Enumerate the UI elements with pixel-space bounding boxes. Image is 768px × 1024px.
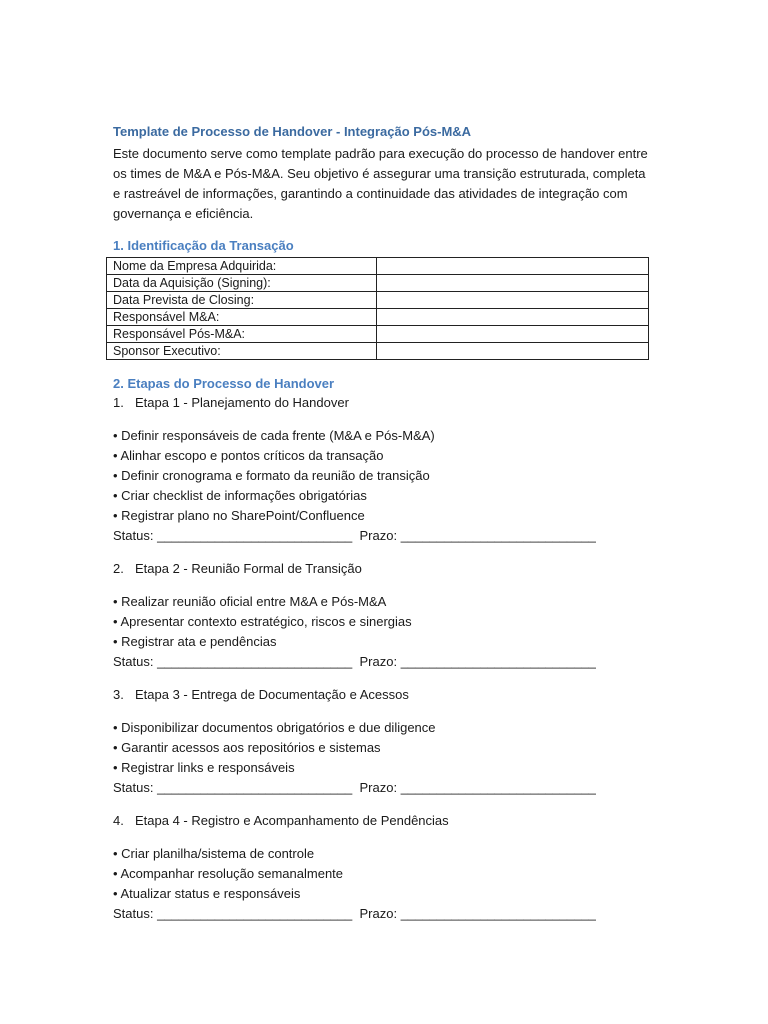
list-item: • Acompanhar resolução semanalmente bbox=[113, 866, 344, 881]
step-title-text: Etapa 1 - Planejamento do Handover bbox=[135, 395, 349, 410]
row-label: Responsável M&A: bbox=[107, 309, 377, 326]
list-item: • Registrar plano no SharePoint/Confluence bbox=[113, 508, 365, 523]
spacer bbox=[113, 672, 653, 685]
identification-table bbox=[106, 257, 649, 360]
step-number: 4. bbox=[113, 813, 124, 828]
status-deadline-line[interactable]: Status: ___________________________ Prazo: ___________________________ bbox=[113, 780, 596, 795]
spacer bbox=[113, 798, 653, 811]
list-item: • Registrar links e responsáveis bbox=[113, 760, 295, 775]
table-row bbox=[107, 326, 649, 343]
step-bullets bbox=[113, 426, 653, 526]
row-label: Nome da Empresa Adquirida: bbox=[107, 258, 377, 275]
step-bullets bbox=[113, 592, 653, 652]
list-item: • Definir cronograma e formato da reunião de transição bbox=[113, 468, 430, 483]
status-deadline-line[interactable]: Status: ___________________________ Prazo: ___________________________ bbox=[113, 654, 596, 669]
intro-paragraph: Este documento serve como template padrão para execução do processo de handover entre os times de M&A e Pós-M&A. Seu objetivo é assegurar uma transição estruturada, completa e rastreável de informações, garantindo a continuidade das atividades de integração com governança e eficiência. bbox=[113, 146, 648, 221]
step-number: 2. bbox=[113, 561, 124, 576]
step-bullets bbox=[113, 718, 653, 778]
row-label: Data da Aquisição (Signing): bbox=[107, 275, 377, 292]
step-title bbox=[113, 393, 653, 413]
list-item: • Garantir acessos aos repositórios e sistemas bbox=[113, 740, 381, 755]
document-title: Template de Processo de Handover - Integração Pós-M&A bbox=[113, 124, 472, 139]
document-body bbox=[113, 123, 653, 924]
step-number: 3. bbox=[113, 687, 124, 702]
step-bullets bbox=[113, 844, 653, 904]
step-title bbox=[113, 811, 653, 831]
step-title bbox=[113, 559, 653, 579]
table-row bbox=[107, 258, 649, 275]
table-row bbox=[107, 292, 649, 309]
step-number: 1. bbox=[113, 395, 124, 410]
row-value-cell[interactable] bbox=[377, 343, 649, 360]
step-3 bbox=[113, 685, 653, 798]
list-item: • Alinhar escopo e pontos críticos da transação bbox=[113, 448, 384, 463]
row-label: Data Prevista de Closing: bbox=[107, 292, 377, 309]
section-1-heading: 1. Identificação da Transação bbox=[113, 238, 294, 253]
row-value-cell[interactable] bbox=[377, 326, 649, 343]
table-row bbox=[107, 309, 649, 326]
section-2-heading: 2. Etapas do Processo de Handover bbox=[113, 376, 335, 391]
list-item: • Criar checklist de informações obrigatórias bbox=[113, 488, 367, 503]
status-deadline-line[interactable]: Status: ___________________________ Prazo: ___________________________ bbox=[113, 906, 596, 921]
step-title bbox=[113, 685, 653, 705]
spacer bbox=[113, 546, 653, 559]
row-value-cell[interactable] bbox=[377, 258, 649, 275]
step-4 bbox=[113, 811, 653, 924]
list-item: • Atualizar status e responsáveis bbox=[113, 886, 301, 901]
row-label: Responsável Pós-M&A: bbox=[107, 326, 377, 343]
row-label: Sponsor Executivo: bbox=[107, 343, 377, 360]
list-item: • Definir responsáveis de cada frente (M&A e Pós-M&A) bbox=[113, 428, 435, 443]
step-title-text: Etapa 3 - Entrega de Documentação e Acessos bbox=[135, 687, 409, 702]
row-value-cell[interactable] bbox=[377, 275, 649, 292]
list-item: • Criar planilha/sistema de controle bbox=[113, 846, 315, 861]
status-deadline-line[interactable]: Status: ___________________________ Prazo: ___________________________ bbox=[113, 528, 596, 543]
row-value-cell[interactable] bbox=[377, 292, 649, 309]
list-item: • Apresentar contexto estratégico, riscos e sinergias bbox=[113, 614, 412, 629]
list-item: • Disponibilizar documentos obrigatórios e due diligence bbox=[113, 720, 436, 735]
step-1 bbox=[113, 393, 653, 546]
step-2 bbox=[113, 559, 653, 672]
table-row bbox=[107, 343, 649, 360]
step-title-text: Etapa 4 - Registro e Acompanhamento de Pendências bbox=[135, 813, 449, 828]
list-item: • Registrar ata e pendências bbox=[113, 634, 277, 649]
step-title-text: Etapa 2 - Reunião Formal de Transição bbox=[135, 561, 362, 576]
row-value-cell[interactable] bbox=[377, 309, 649, 326]
table-row bbox=[107, 275, 649, 292]
list-item: • Realizar reunião oficial entre M&A e Pós-M&A bbox=[113, 594, 387, 609]
